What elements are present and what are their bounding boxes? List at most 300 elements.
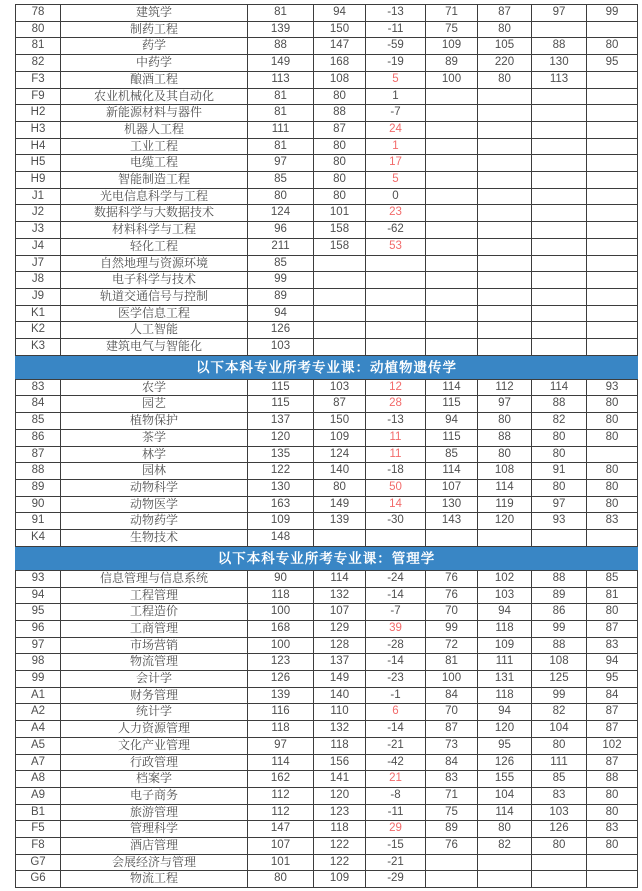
cell-value	[587, 339, 638, 356]
cell-value	[366, 288, 426, 305]
cell-value	[478, 188, 532, 205]
cell-value: 87	[478, 5, 532, 22]
cell-value	[314, 272, 366, 289]
cell-value	[366, 530, 426, 547]
cell-value: 123	[248, 654, 314, 671]
cell-value: 11	[366, 446, 426, 463]
cell-major-name: 电子科学与技术	[61, 272, 248, 289]
cell-value: 94	[426, 413, 478, 430]
cell-value: 104	[532, 721, 587, 738]
cell-value: 90	[248, 570, 314, 587]
cell-value: 71	[426, 5, 478, 22]
cell-value: 80	[587, 804, 638, 821]
cell-value: 141	[314, 771, 366, 788]
cell-value	[587, 238, 638, 255]
cell-value: -15	[366, 838, 426, 855]
cell-major-code: A2	[16, 704, 61, 721]
cell-value: 100	[248, 604, 314, 621]
cell-value	[314, 530, 366, 547]
table-row	[16, 479, 638, 496]
cell-major-name: 中药学	[61, 55, 248, 72]
table-row	[16, 288, 638, 305]
cell-value: 130	[426, 496, 478, 513]
cell-value: 84	[426, 754, 478, 771]
cell-value	[532, 339, 587, 356]
cell-value	[532, 322, 587, 339]
cell-major-code: J8	[16, 272, 61, 289]
cell-value: 100	[248, 637, 314, 654]
cell-value: 29	[366, 821, 426, 838]
cell-value: -21	[366, 854, 426, 871]
cell-value: -24	[366, 570, 426, 587]
cell-value: 82	[478, 838, 532, 855]
cell-value: 83	[426, 771, 478, 788]
cell-value	[426, 272, 478, 289]
cell-value: 81	[248, 5, 314, 22]
cell-major-code: F5	[16, 821, 61, 838]
cell-value: -1	[366, 687, 426, 704]
table-row	[16, 222, 638, 239]
cell-value	[478, 854, 532, 871]
cell-value: 80	[314, 88, 366, 105]
cell-value: 95	[587, 671, 638, 688]
table-row	[16, 205, 638, 222]
cell-value: 156	[314, 754, 366, 771]
table-row	[16, 413, 638, 430]
table-row	[16, 771, 638, 788]
cell-value: 149	[314, 671, 366, 688]
cell-value: 1	[366, 138, 426, 155]
cell-value: 109	[426, 38, 478, 55]
cell-value: 89	[532, 587, 587, 604]
cell-value: 87	[587, 721, 638, 738]
cell-value: 114	[426, 463, 478, 480]
cell-value: 122	[314, 854, 366, 871]
cell-major-code: K1	[16, 305, 61, 322]
table-row	[16, 704, 638, 721]
cell-value: 143	[426, 513, 478, 530]
cell-value	[426, 238, 478, 255]
cell-value: 80	[314, 172, 366, 189]
cell-value: 158	[314, 238, 366, 255]
cell-value: 70	[426, 704, 478, 721]
cell-value: -11	[366, 804, 426, 821]
table-row	[16, 322, 638, 339]
cell-value: -62	[366, 222, 426, 239]
cell-value: 114	[314, 570, 366, 587]
cell-value: 28	[366, 396, 426, 413]
table-row	[16, 155, 638, 172]
cell-value	[426, 288, 478, 305]
cell-value: 130	[248, 479, 314, 496]
cell-major-name: 植物保护	[61, 413, 248, 430]
cell-major-name: 农业机械化及其自动化	[61, 88, 248, 105]
table-row	[16, 255, 638, 272]
cell-major-code: K2	[16, 322, 61, 339]
cell-major-code: A9	[16, 787, 61, 804]
cell-value: 103	[314, 379, 366, 396]
cell-major-name: 制药工程	[61, 21, 248, 38]
cell-value: 147	[314, 38, 366, 55]
cell-value: 6	[366, 704, 426, 721]
cell-value: 80	[248, 188, 314, 205]
cell-value: 114	[426, 379, 478, 396]
cell-major-code: 90	[16, 496, 61, 513]
table-row	[16, 188, 638, 205]
cell-value: 139	[314, 513, 366, 530]
table-row	[16, 787, 638, 804]
cell-value	[532, 172, 587, 189]
cell-value: 129	[314, 620, 366, 637]
cell-major-code: A4	[16, 721, 61, 738]
cell-value: -42	[366, 754, 426, 771]
cell-value: 94	[248, 305, 314, 322]
cell-value: 109	[314, 871, 366, 888]
cell-value: 80	[532, 429, 587, 446]
cell-value	[532, 238, 587, 255]
cell-value	[587, 255, 638, 272]
cell-major-code: J1	[16, 188, 61, 205]
cell-value: 76	[426, 587, 478, 604]
table-row	[16, 513, 638, 530]
table-row	[16, 121, 638, 138]
cell-value: 100	[426, 71, 478, 88]
table-row	[16, 838, 638, 855]
cell-value: 107	[426, 479, 478, 496]
cell-value: 168	[314, 55, 366, 72]
cell-value: 114	[478, 479, 532, 496]
cell-value: -7	[366, 105, 426, 122]
cell-value: 99	[248, 272, 314, 289]
cell-major-code: J3	[16, 222, 61, 239]
cell-value: 132	[314, 587, 366, 604]
cell-value: 103	[532, 804, 587, 821]
cell-major-code: A1	[16, 687, 61, 704]
cell-value: 71	[426, 787, 478, 804]
cell-value	[478, 138, 532, 155]
cell-major-code: F9	[16, 88, 61, 105]
cell-value: 80	[478, 21, 532, 38]
cell-major-name: 酒店管理	[61, 838, 248, 855]
cell-value: 88	[532, 570, 587, 587]
cell-major-code: H4	[16, 138, 61, 155]
cell-value: 93	[532, 513, 587, 530]
cell-value	[426, 222, 478, 239]
table-row	[16, 804, 638, 821]
cell-value: 75	[426, 804, 478, 821]
table-row	[16, 396, 638, 413]
cell-value: 119	[478, 496, 532, 513]
cell-value	[478, 530, 532, 547]
cell-value: 80	[587, 38, 638, 55]
cell-value: 80	[478, 71, 532, 88]
cell-value	[426, 105, 478, 122]
page	[0, 4, 642, 891]
cell-major-code: B1	[16, 804, 61, 821]
cell-value: 115	[426, 429, 478, 446]
cell-major-name: 园艺	[61, 396, 248, 413]
cell-value: 109	[478, 637, 532, 654]
cell-value: 96	[248, 222, 314, 239]
cell-value: 101	[248, 854, 314, 871]
cell-value: 17	[366, 155, 426, 172]
table-row	[16, 71, 638, 88]
cell-value: 85	[532, 771, 587, 788]
cell-value	[426, 88, 478, 105]
cell-value: 114	[532, 379, 587, 396]
cell-major-code: F8	[16, 838, 61, 855]
cell-value	[478, 205, 532, 222]
cell-value	[532, 288, 587, 305]
cell-value: 115	[426, 396, 478, 413]
table-row	[16, 754, 638, 771]
cell-value: 80	[314, 188, 366, 205]
cell-value: 89	[426, 821, 478, 838]
cell-value	[532, 105, 587, 122]
cell-value: 97	[532, 5, 587, 22]
cell-value: 108	[478, 463, 532, 480]
cell-value: 97	[478, 396, 532, 413]
cell-value: 81	[248, 138, 314, 155]
cell-value	[587, 530, 638, 547]
cell-major-name: 农学	[61, 379, 248, 396]
cell-value: -18	[366, 463, 426, 480]
cell-value: 114	[478, 804, 532, 821]
cell-value	[426, 305, 478, 322]
cell-value: 80	[587, 604, 638, 621]
cell-major-code: 88	[16, 463, 61, 480]
cell-value	[426, 530, 478, 547]
cell-value: 88	[532, 396, 587, 413]
cell-value: 124	[314, 446, 366, 463]
cell-value: 80	[587, 838, 638, 855]
cell-major-code: H2	[16, 105, 61, 122]
cell-value	[587, 272, 638, 289]
cell-value: 126	[248, 322, 314, 339]
cell-major-name: 林学	[61, 446, 248, 463]
table-row	[16, 654, 638, 671]
cell-major-name: 园林	[61, 463, 248, 480]
cell-value: 91	[532, 463, 587, 480]
cell-value	[478, 172, 532, 189]
cell-value: 99	[426, 620, 478, 637]
cell-value: 102	[587, 737, 638, 754]
cell-value	[532, 21, 587, 38]
table-row	[16, 446, 638, 463]
cell-value: 94	[478, 604, 532, 621]
cell-value: 75	[426, 21, 478, 38]
cell-value: 122	[248, 463, 314, 480]
cell-value: 158	[314, 222, 366, 239]
cell-value: 113	[248, 71, 314, 88]
cell-value	[587, 854, 638, 871]
cell-major-code: A8	[16, 771, 61, 788]
scores-table-body	[16, 5, 638, 888]
cell-value: 135	[248, 446, 314, 463]
cell-value	[587, 288, 638, 305]
cell-value	[532, 871, 587, 888]
cell-major-code: 80	[16, 21, 61, 38]
cell-major-code: K3	[16, 339, 61, 356]
cell-value	[532, 854, 587, 871]
table-row	[16, 721, 638, 738]
cell-value: 83	[587, 513, 638, 530]
cell-value	[587, 138, 638, 155]
cell-value	[587, 446, 638, 463]
table-row	[16, 496, 638, 513]
cell-value	[532, 205, 587, 222]
cell-value: 88	[248, 38, 314, 55]
cell-major-name: 电缆工程	[61, 155, 248, 172]
cell-major-name: 管理科学	[61, 821, 248, 838]
cell-value	[532, 530, 587, 547]
cell-value: 23	[366, 205, 426, 222]
cell-value: 83	[587, 821, 638, 838]
cell-major-name: 信息管理与信息系统	[61, 570, 248, 587]
cell-major-name: 药学	[61, 38, 248, 55]
cell-value: 103	[478, 587, 532, 604]
cell-value	[478, 305, 532, 322]
cell-major-code: F3	[16, 71, 61, 88]
cell-value: 120	[314, 787, 366, 804]
cell-value: 120	[478, 721, 532, 738]
cell-value: -13	[366, 5, 426, 22]
cell-major-code: J4	[16, 238, 61, 255]
cell-value: 24	[366, 121, 426, 138]
table-row	[16, 339, 638, 356]
table-row	[16, 687, 638, 704]
cell-value: 85	[248, 255, 314, 272]
cell-value: 140	[314, 463, 366, 480]
cell-value: -59	[366, 38, 426, 55]
cell-value	[478, 105, 532, 122]
cell-value: 115	[248, 396, 314, 413]
cell-major-name: 酿酒工程	[61, 71, 248, 88]
cell-value	[532, 305, 587, 322]
cell-major-name: 动物科学	[61, 479, 248, 496]
cell-major-name: 市场营销	[61, 637, 248, 654]
cell-value: 130	[532, 55, 587, 72]
cell-value: 5	[366, 172, 426, 189]
cell-value: 80	[478, 446, 532, 463]
cell-value: 110	[314, 704, 366, 721]
cell-value	[426, 322, 478, 339]
cell-value: 80	[314, 155, 366, 172]
cell-value: 82	[532, 413, 587, 430]
cell-major-code: 78	[16, 5, 61, 22]
cell-major-code: H5	[16, 155, 61, 172]
cell-value: 112	[248, 804, 314, 821]
cell-value	[366, 322, 426, 339]
cell-value: 150	[314, 21, 366, 38]
cell-value: 109	[248, 513, 314, 530]
cell-major-code: 93	[16, 570, 61, 587]
cell-major-name: 物流工程	[61, 871, 248, 888]
cell-value: -30	[366, 513, 426, 530]
cell-value: 0	[366, 188, 426, 205]
cell-value: 84	[587, 687, 638, 704]
cell-value: 126	[478, 754, 532, 771]
cell-major-name: 工程管理	[61, 587, 248, 604]
cell-major-code: 99	[16, 671, 61, 688]
cell-value: 163	[248, 496, 314, 513]
cell-value: 118	[314, 821, 366, 838]
cell-value	[587, 222, 638, 239]
cell-value: 80	[478, 413, 532, 430]
cell-major-code: H3	[16, 121, 61, 138]
cell-value	[366, 305, 426, 322]
cell-value: 80	[587, 429, 638, 446]
table-row	[16, 463, 638, 480]
cell-major-code: H9	[16, 172, 61, 189]
section-header-label: 以下本科专业所考专业课：动植物遗传学	[16, 355, 638, 379]
cell-major-name: 统计学	[61, 704, 248, 721]
cell-value	[587, 155, 638, 172]
cell-value: 118	[478, 687, 532, 704]
cell-value	[587, 105, 638, 122]
cell-value	[426, 138, 478, 155]
cell-value	[532, 88, 587, 105]
cell-value: 87	[587, 620, 638, 637]
cell-value: 140	[314, 687, 366, 704]
table-row	[16, 587, 638, 604]
cell-value: 80	[532, 737, 587, 754]
cell-major-name: 材料科学与工程	[61, 222, 248, 239]
cell-value	[426, 188, 478, 205]
cell-major-name: 自然地理与资源环境	[61, 255, 248, 272]
cell-value: 87	[314, 396, 366, 413]
cell-value	[478, 155, 532, 172]
cell-value: -19	[366, 55, 426, 72]
cell-value: 120	[478, 513, 532, 530]
cell-value: 108	[314, 71, 366, 88]
cell-value	[478, 288, 532, 305]
cell-value: 94	[587, 654, 638, 671]
cell-value: 87	[587, 754, 638, 771]
cell-major-code: 85	[16, 413, 61, 430]
cell-value	[426, 339, 478, 356]
cell-value	[314, 288, 366, 305]
cell-major-name: 人工智能	[61, 322, 248, 339]
cell-value: 21	[366, 771, 426, 788]
cell-value: 109	[314, 429, 366, 446]
section-header-row	[16, 355, 638, 379]
table-row	[16, 88, 638, 105]
cell-value	[478, 871, 532, 888]
cell-value: 118	[478, 620, 532, 637]
cell-major-name: 行政管理	[61, 754, 248, 771]
cell-major-code: 98	[16, 654, 61, 671]
cell-value: 103	[248, 339, 314, 356]
cell-major-name: 新能源材料与器件	[61, 105, 248, 122]
cell-major-name: 动物药学	[61, 513, 248, 530]
cell-value: 50	[366, 479, 426, 496]
cell-value: 95	[478, 737, 532, 754]
cell-value	[478, 88, 532, 105]
cell-value: 94	[478, 704, 532, 721]
cell-value	[532, 155, 587, 172]
cell-value: 81	[587, 587, 638, 604]
cell-major-name: 轨道交通信号与控制	[61, 288, 248, 305]
cell-value: 84	[426, 687, 478, 704]
cell-value: 118	[314, 737, 366, 754]
cell-value	[426, 871, 478, 888]
cell-value: 137	[314, 654, 366, 671]
cell-value: 95	[587, 55, 638, 72]
cell-value: 70	[426, 604, 478, 621]
cell-value: 105	[478, 38, 532, 55]
table-row	[16, 138, 638, 155]
